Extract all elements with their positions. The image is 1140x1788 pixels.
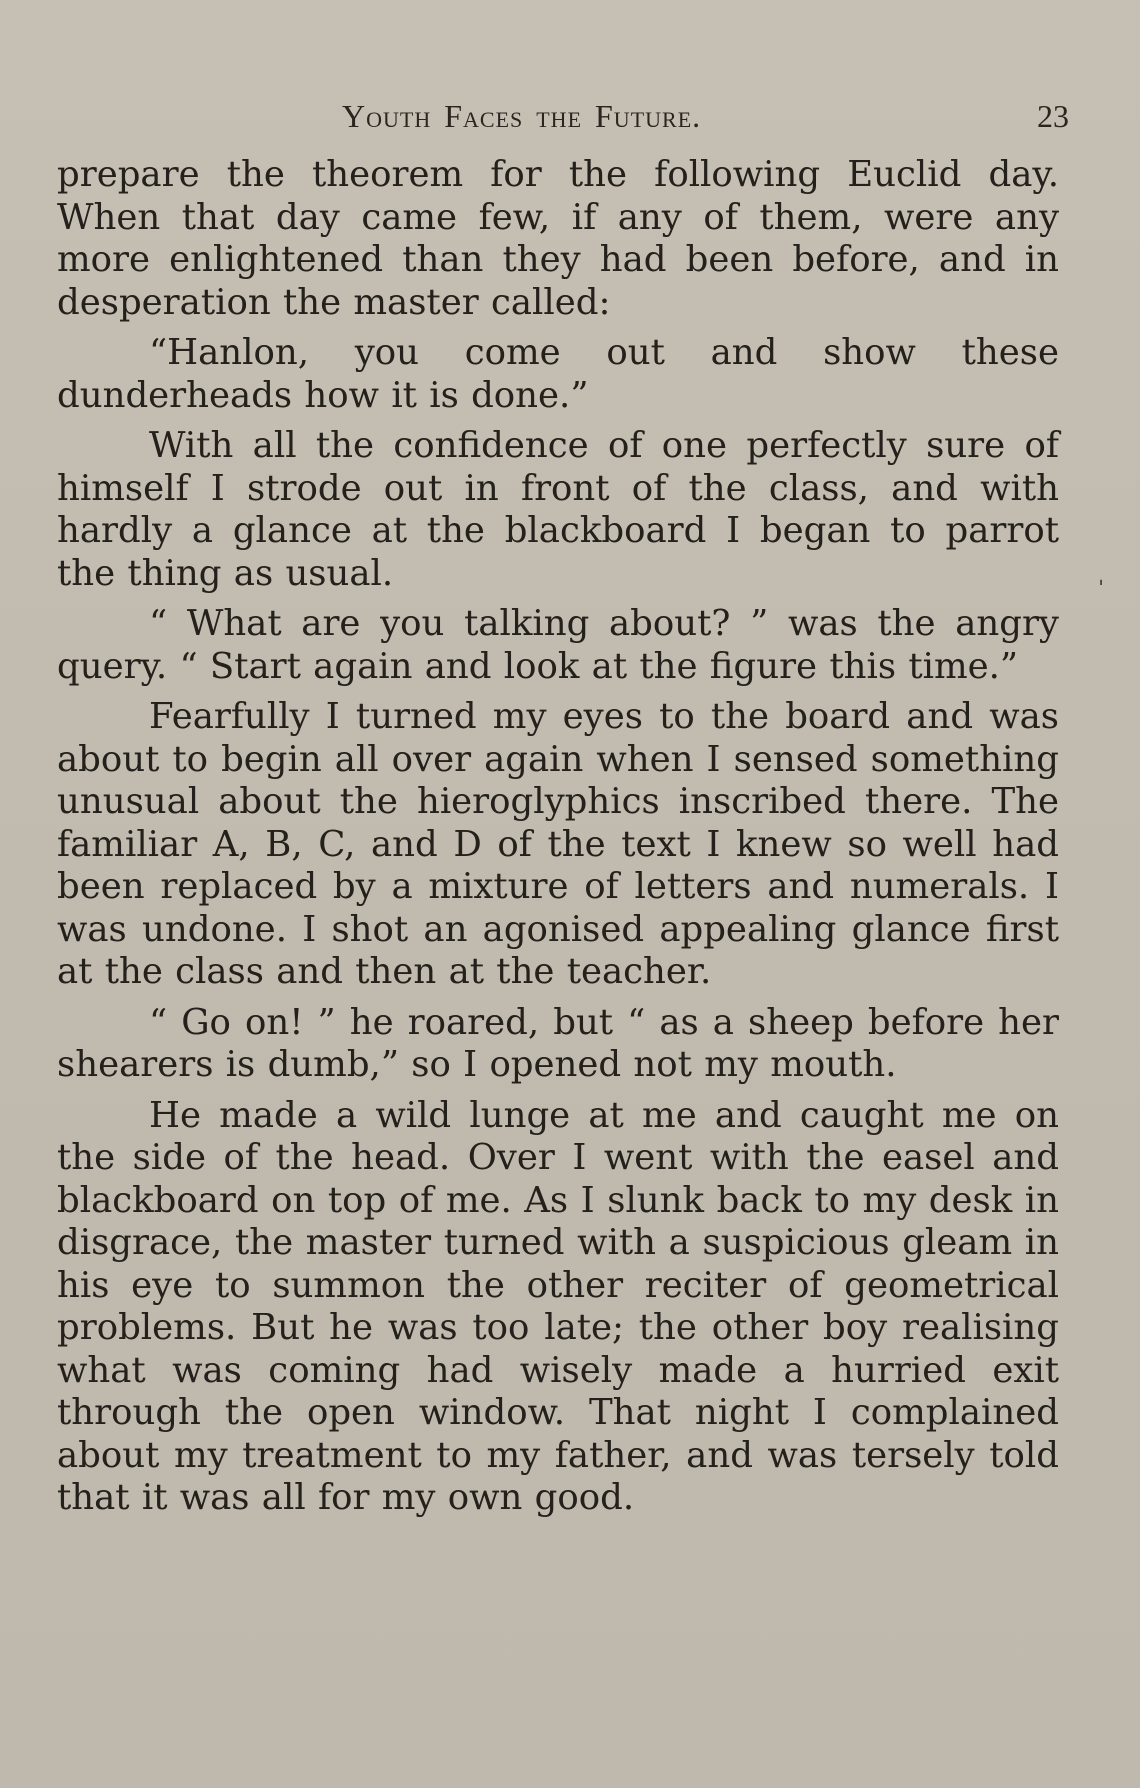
- body-text: [57, 154, 1059, 1528]
- paragraph-5: Fearfully I turned my eyes to the board and was about to begin all over again when I sensed something unusual about the hieroglyphics inscribed there. The familiar A, B, C, and D of the text I knew so well had been replaced by a mixture of letters and numerals. I was undone. I shot an agonised appealing glance first at the class and then at the teacher.: [57, 696, 1059, 992]
- paragraph-7: He made a wild lunge at me and caught me on the side of the head. Over I went with the easel and blackboard on top of me. As I slunk back to my desk in disgrace, the master turned with a suspicious gleam in his eye to summon the other reciter of geometrical problems. But he was too late; the other boy realising what was coming had wisely made a hurried exit through the open window. That night I complained about my treatment to my father, and was tersely told that it was all for my own good.: [57, 1094, 1059, 1518]
- page-header: [57, 98, 1069, 138]
- page-number: 23: [1037, 98, 1069, 134]
- margin-speck: ˈ: [1098, 578, 1105, 603]
- paragraph-3: With all the confidence of one perfectly sure of himself I strode out in front of the class, and with hardly a glance at the blackboard I began to parrot the thing as usual.: [57, 425, 1059, 594]
- paragraph-6: “ Go on! ” he roared, but “ as a sheep before her shearers is dumb,” so I opened not my mouth.: [57, 1001, 1059, 1085]
- paragraph-4: “ What are you talking about? ” was the angry query. “ Start again and look at the figure this time.”: [57, 603, 1059, 687]
- paragraph-1: prepare the theorem for the following Euclid day. When that day came few, if any of them, were any more enlightened than they had been before, and in desperation the master called:: [57, 154, 1059, 323]
- running-title: Youth Faces the Future.: [342, 98, 702, 134]
- paragraph-2: “Hanlon, you come out and show these dunderheads how it is done.”: [57, 332, 1059, 416]
